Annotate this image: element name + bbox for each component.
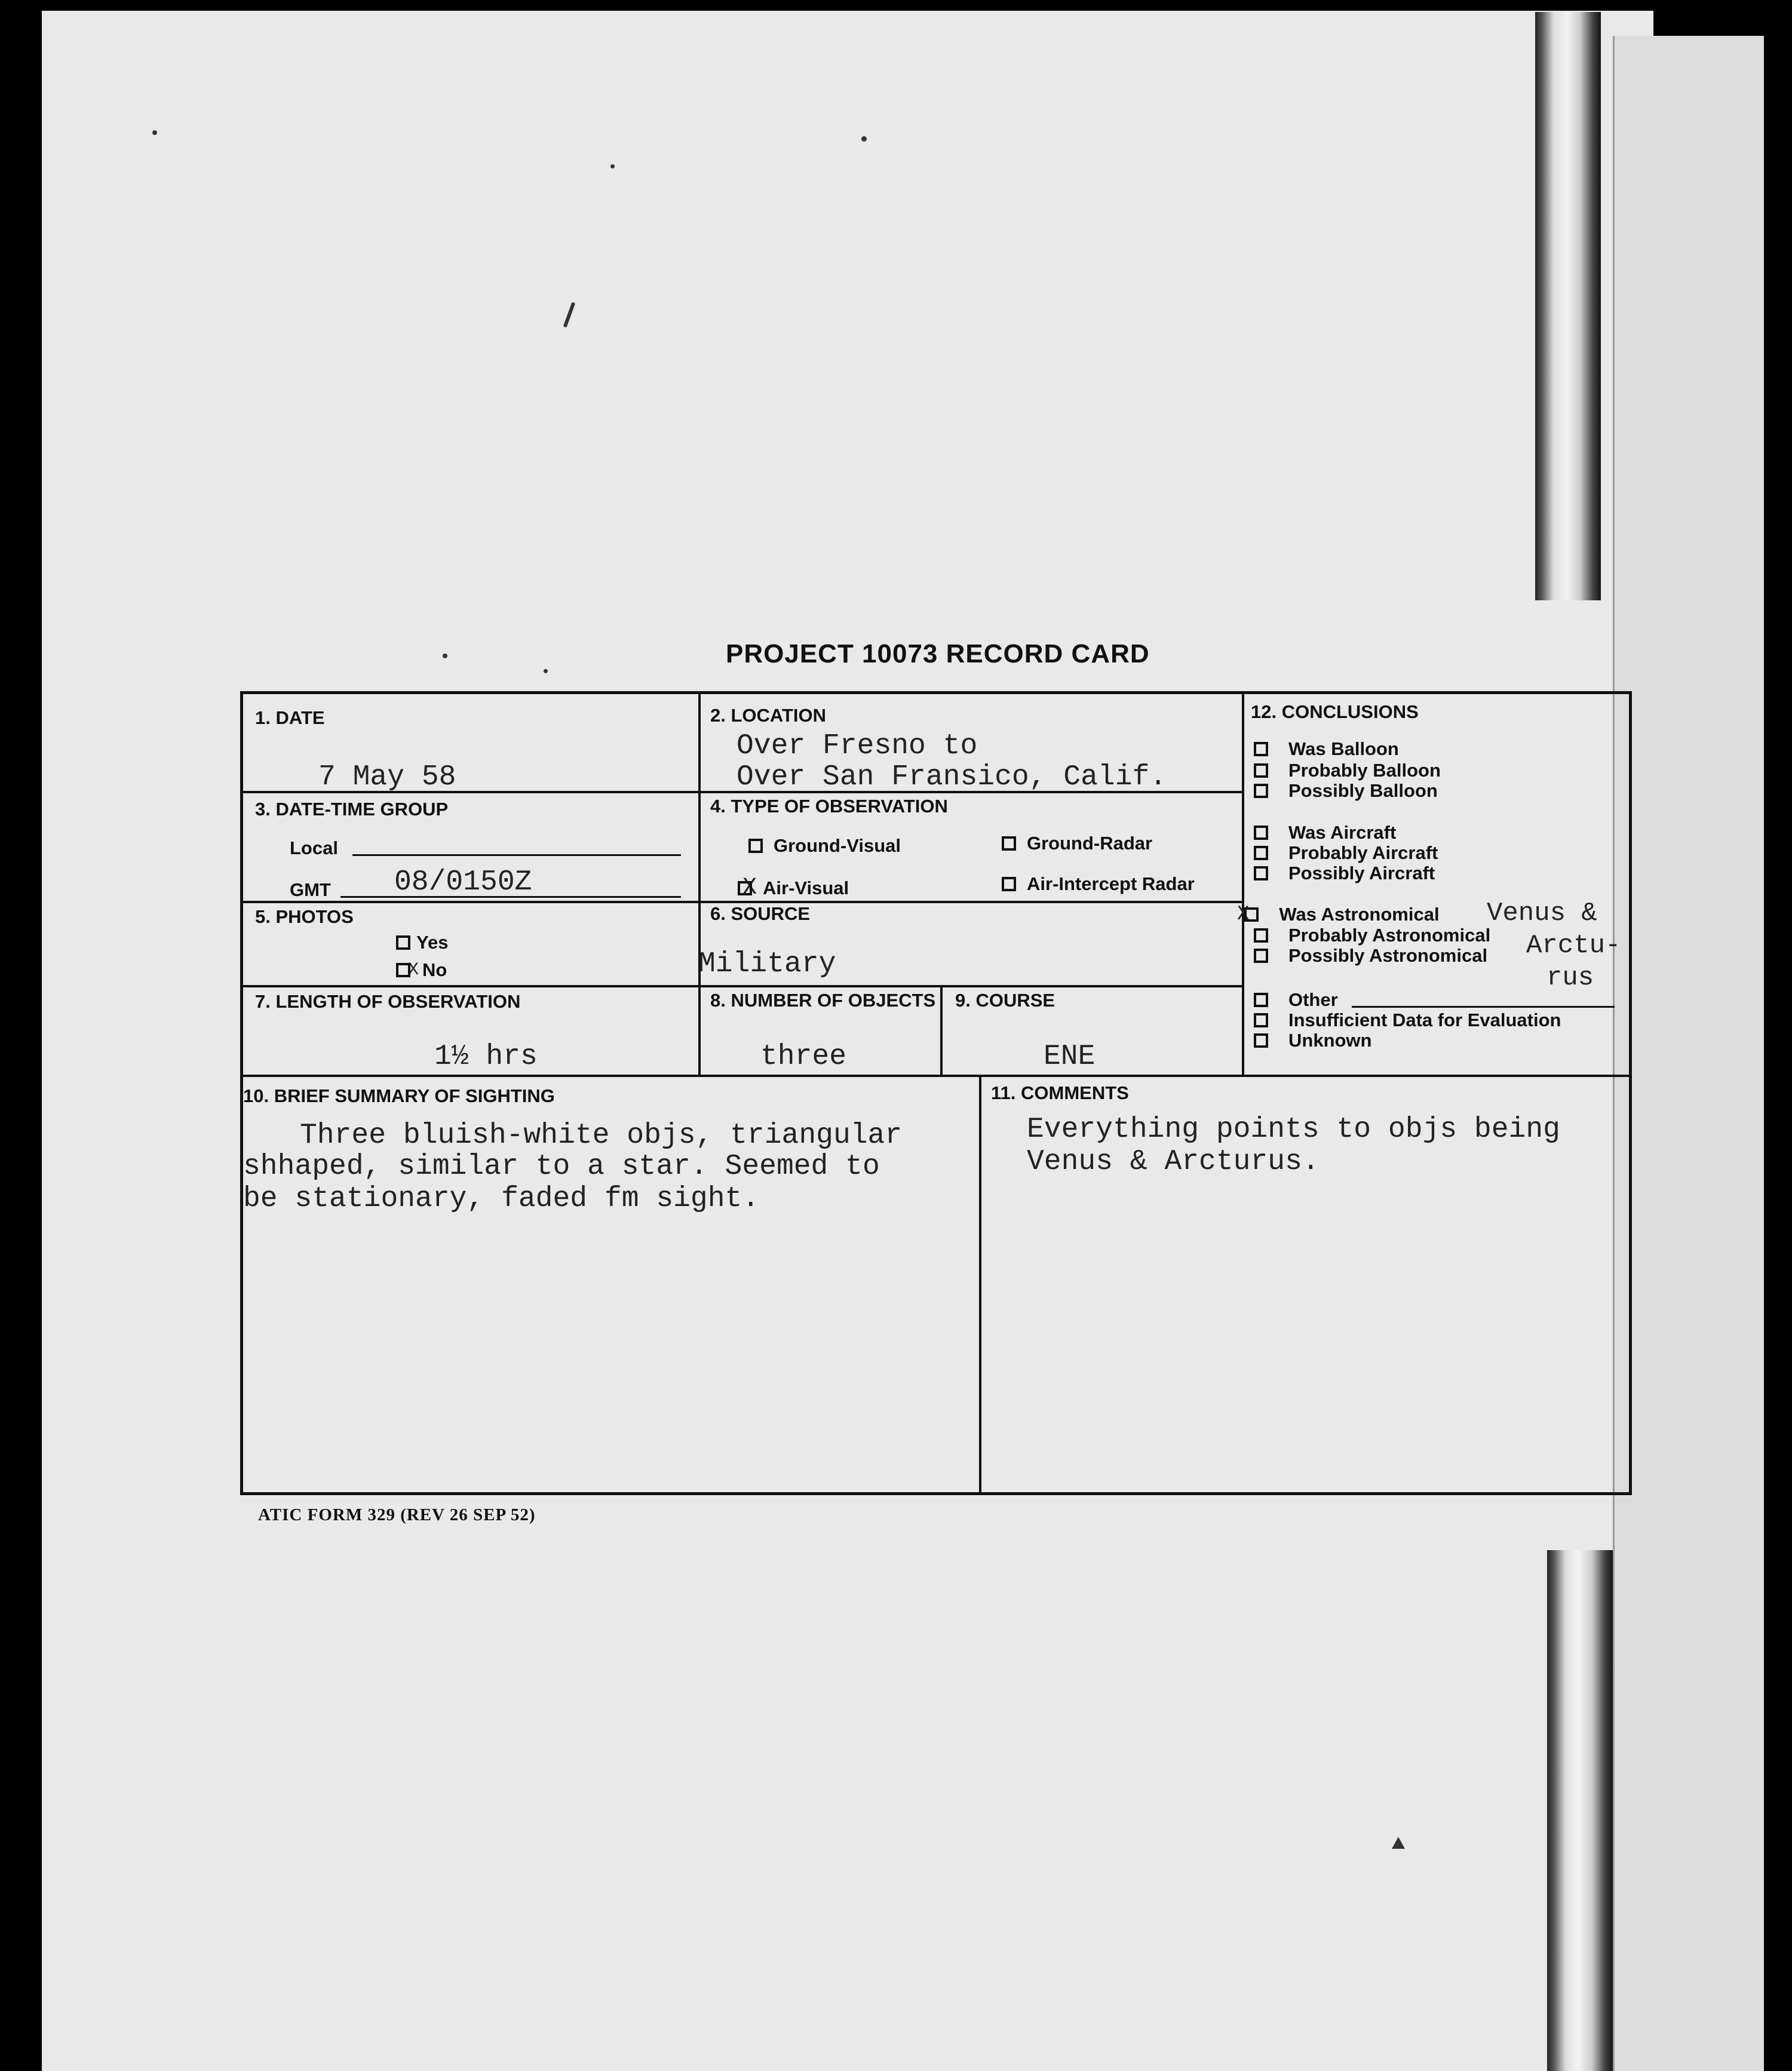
date-value: 7 May 58	[318, 761, 456, 793]
checkbox-possibly-aircraft[interactable]	[1254, 866, 1268, 880]
photos-yes[interactable]: Yes	[396, 932, 448, 953]
checkbox-ground-visual[interactable]	[748, 839, 763, 853]
observation-type-label: 4. TYPE OF OBSERVATION	[710, 796, 948, 817]
option-air-intercept-radar[interactable]: Air-Intercept Radar	[1002, 873, 1195, 895]
gmt-label: GMT	[290, 879, 331, 900]
checkbox-unknown[interactable]	[1254, 1033, 1268, 1048]
conclusion-unknown[interactable]: Unknown	[1254, 1030, 1372, 1051]
conclusion-possibly-balloon[interactable]: Possibly Balloon	[1254, 780, 1438, 802]
summary-label: 10. BRIEF SUMMARY OF SIGHTING	[243, 1085, 555, 1106]
summary-line-1: Three bluish-white objs, triangular	[300, 1119, 903, 1152]
conclusion-probably-astronomical[interactable]: Probably Astronomical	[1254, 925, 1490, 946]
conclusion-probably-balloon[interactable]: Probably Balloon	[1254, 760, 1441, 781]
checkbox-was-aircraft[interactable]	[1254, 826, 1268, 840]
local-label: Local	[290, 837, 338, 858]
comments-label: 11. COMMENTS	[991, 1082, 1129, 1103]
checkbox-air-visual[interactable]	[738, 881, 752, 895]
form-footer: ATIC FORM 329 (REV 26 SEP 52)	[258, 1505, 536, 1524]
photos-no-mark: X	[408, 960, 419, 980]
checkbox-probably-balloon[interactable]	[1254, 763, 1268, 778]
checkbox-was-balloon[interactable]	[1254, 742, 1268, 756]
summary-line-3: be stationary, faded fm sight.	[243, 1183, 760, 1215]
speck	[152, 130, 157, 135]
comments-line-1: Everything points to objs being	[1027, 1113, 1560, 1146]
checkbox-ground-radar[interactable]	[1002, 836, 1016, 851]
speck	[544, 669, 548, 673]
speck	[861, 136, 867, 142]
record-card	[240, 691, 1632, 1495]
option-air-visual[interactable]: X Air-Visual	[742, 875, 849, 901]
conclusion-possibly-astronomical[interactable]: Possibly Astronomical	[1254, 945, 1487, 967]
conclusion-was-balloon[interactable]: Was Balloon	[1254, 738, 1399, 760]
local-underline	[352, 854, 681, 856]
checkbox-probably-aircraft[interactable]	[1254, 846, 1268, 860]
course-value: ENE	[1044, 1041, 1096, 1073]
length-label: 7. LENGTH OF OBSERVATION	[255, 991, 521, 1012]
binder-strip-bottom	[1547, 1550, 1613, 2071]
astronomical-note-line-1: Venus &	[1487, 898, 1597, 928]
checkbox-probably-astronomical[interactable]	[1254, 928, 1268, 943]
summary-line-2: shhaped, similar to a star. Seemed to	[243, 1150, 880, 1183]
speck	[443, 653, 447, 658]
conclusions-label: 12. CONCLUSIONS	[1251, 701, 1419, 722]
length-value: 1½ hrs	[434, 1041, 538, 1073]
gmt-value: 08/0150Z	[394, 866, 532, 898]
checkbox-air-intercept-radar[interactable]	[1002, 877, 1016, 891]
binder-strip-top	[1535, 12, 1601, 600]
checkbox-was-astronomical[interactable]	[1244, 907, 1259, 922]
checkbox-possibly-astronomical[interactable]	[1254, 949, 1268, 963]
course-label: 9. COURSE	[955, 990, 1055, 1011]
checkbox-insufficient-data[interactable]	[1254, 1013, 1268, 1027]
objects-value: three	[760, 1041, 847, 1073]
other-underline	[1352, 1006, 1615, 1008]
comments-line-2: Venus & Arcturus.	[1027, 1146, 1320, 1178]
option-ground-visual[interactable]: Ground-Visual	[748, 835, 901, 857]
checkbox-photos-yes[interactable]	[396, 935, 410, 950]
location-line-2: Over San Fransico, Calif.	[737, 761, 1167, 793]
location-line-1: Over Fresno to	[737, 730, 978, 762]
option-ground-radar[interactable]: Ground-Radar	[1002, 833, 1152, 854]
photos-no[interactable]: X No	[396, 959, 447, 981]
astronomical-note-line-3: rus	[1546, 963, 1594, 993]
air-visual-mark: X	[742, 875, 757, 901]
location-label: 2. LOCATION	[710, 705, 827, 726]
underlying-page	[1613, 36, 1764, 2071]
speck	[610, 164, 615, 168]
date-label: 1. DATE	[255, 707, 325, 728]
conclusion-insufficient-data[interactable]: Insufficient Data for Evaluation	[1254, 1010, 1561, 1031]
conclusion-was-astronomical[interactable]: X Was Astronomical	[1237, 903, 1440, 926]
checkbox-possibly-balloon[interactable]	[1254, 784, 1268, 798]
source-label: 6. SOURCE	[710, 903, 811, 924]
conclusion-other[interactable]: Other	[1254, 989, 1338, 1011]
source-value: Military	[698, 948, 836, 980]
conclusion-probably-aircraft[interactable]: Probably Aircraft	[1254, 842, 1438, 864]
conclusion-was-aircraft[interactable]: Was Aircraft	[1254, 822, 1396, 843]
conclusion-possibly-aircraft[interactable]: Possibly Aircraft	[1254, 863, 1435, 884]
checkbox-other[interactable]	[1254, 993, 1268, 1007]
date-time-group-label: 3. DATE-TIME GROUP	[255, 799, 449, 820]
card-title: PROJECT 10073 RECORD CARD	[726, 639, 1150, 668]
objects-label: 8. NUMBER OF OBJECTS	[710, 990, 936, 1011]
photos-label: 5. PHOTOS	[255, 906, 354, 927]
was-astronomical-mark: X	[1237, 903, 1250, 926]
astronomical-note-line-2: Arctu-	[1526, 931, 1621, 961]
